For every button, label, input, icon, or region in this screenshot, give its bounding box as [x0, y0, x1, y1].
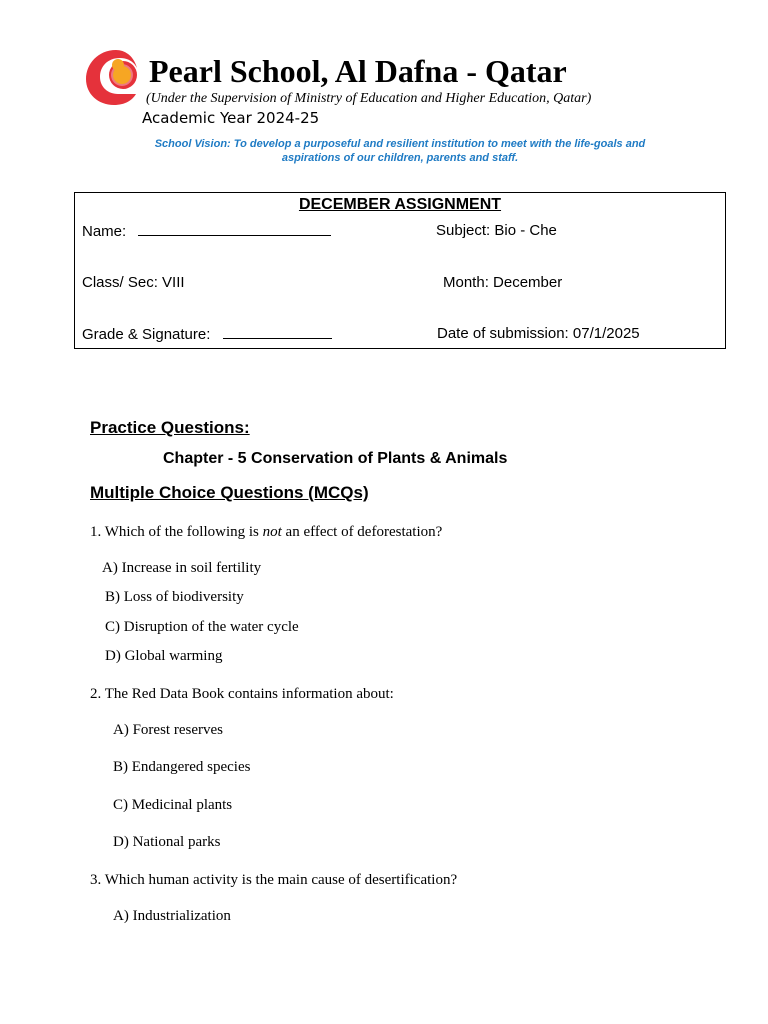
name-blank	[138, 222, 331, 236]
question-1-text-start: 1. Which of the following is	[90, 524, 263, 540]
school-logo	[86, 48, 140, 106]
supervision-note: (Under the Supervision of Ministry of Education and Higher Education, Qatar)	[146, 91, 592, 106]
grade-signature-field	[82, 325, 332, 344]
class-sec-field: Class/ Sec: VIII	[82, 274, 185, 291]
academic-year: Academic Year 2024-25	[142, 109, 320, 127]
name-field	[82, 222, 331, 241]
question-1-option-a: A) Increase in soil fertility	[102, 560, 262, 576]
logo-icon	[86, 48, 140, 106]
question-2-option-a: A) Forest reserves	[113, 722, 223, 738]
assignment-title: DECEMBER ASSIGNMENT	[298, 196, 502, 213]
submission-date-field: Date of submission: 07/1/2025	[437, 325, 640, 342]
assignment-info-box	[74, 192, 726, 349]
question-2-option-c: C) Medicinal plants	[113, 797, 233, 813]
month-field: Month: December	[443, 274, 563, 291]
school-name: Pearl School, Al Dafna - Qatar	[149, 53, 567, 89]
name-label: Name:	[82, 223, 127, 240]
question-1	[90, 523, 442, 541]
question-2-option-d: D) National parks	[113, 834, 221, 850]
question-1-option-b: B) Loss of biodiversity	[105, 589, 244, 605]
school-vision: School Vision: To develop a purposeful and resilient institution to meet with the life-goals and aspirations of our children, parents and staff.	[154, 138, 646, 164]
question-2: 2. The Red Data Book contains information about:	[90, 686, 394, 702]
grade-signature-blank	[223, 325, 332, 339]
subject-field: Subject: Bio - Che	[436, 222, 557, 239]
question-1-option-d: D) Global warming	[105, 648, 223, 664]
question-3: 3. Which human activity is the main cause of desertification?	[90, 872, 458, 888]
question-1-option-c: C) Disruption of the water cycle	[105, 619, 299, 635]
mcq-heading: Multiple Choice Questions (MCQs)	[90, 483, 369, 502]
question-1-emphasis: not	[262, 524, 282, 540]
question-3-option-a: A) Industrialization	[113, 908, 231, 924]
question-2-option-b: B) Endangered species	[113, 759, 251, 775]
practice-questions-heading: Practice Questions:	[90, 418, 250, 437]
grade-signature-label: Grade & Signature:	[82, 326, 211, 343]
chapter-title: Chapter - 5 Conservation of Plants & Animals	[163, 450, 508, 467]
question-1-text-end: an effect of deforestation?	[281, 524, 443, 540]
